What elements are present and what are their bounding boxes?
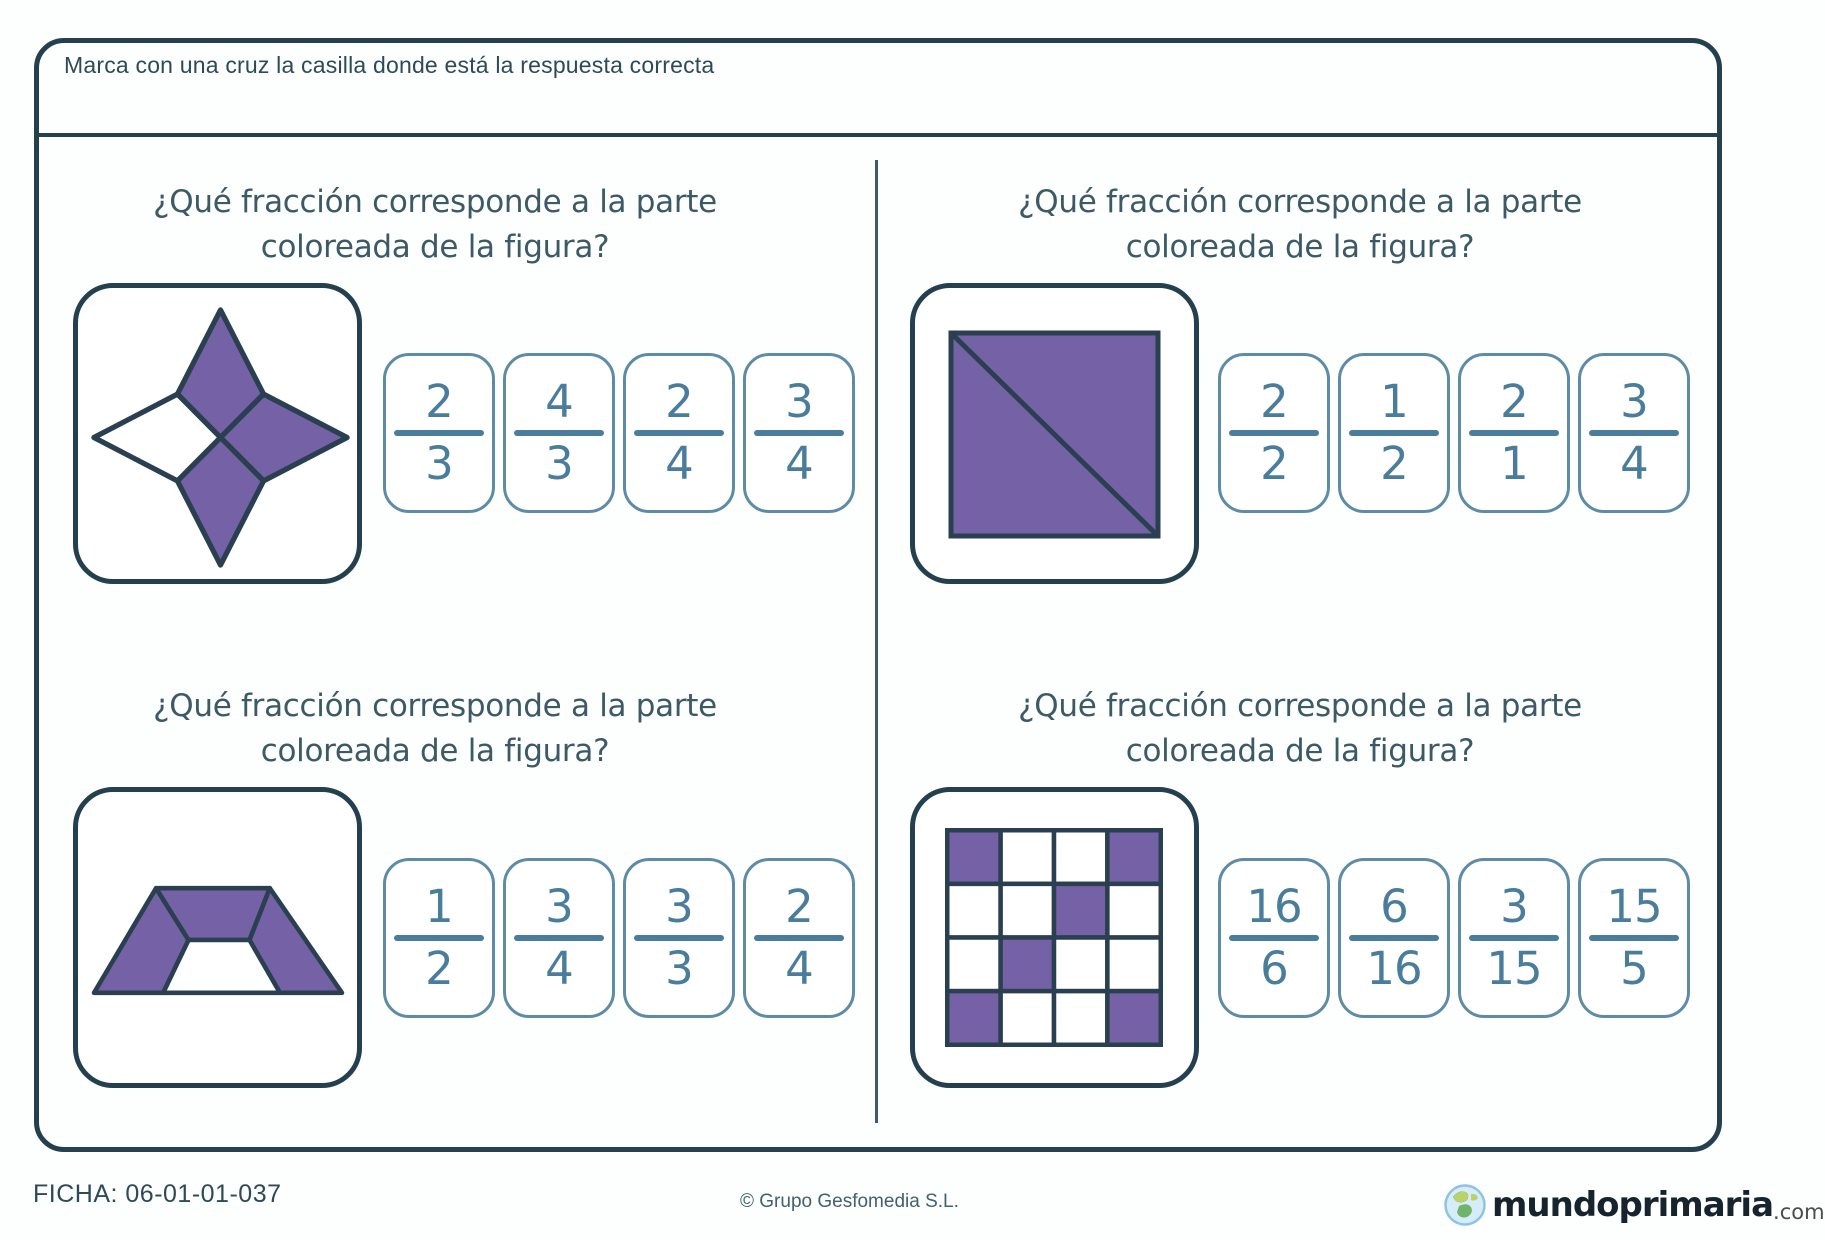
fraction-option-card[interactable] (1218, 353, 1330, 513)
fraction-option-card[interactable] (503, 353, 615, 513)
copyright-text: © Grupo Gesfomedia S.L. (740, 1191, 959, 1212)
fraction-option-card[interactable] (1458, 353, 1570, 513)
fraction-option-card[interactable] (1578, 858, 1690, 1018)
grid-cell-empty (947, 938, 1000, 992)
numerator: 2 (1500, 375, 1528, 428)
grid-cell-empty (1001, 991, 1054, 1045)
numerator: 1 (1380, 375, 1408, 428)
fraction-bar (1589, 935, 1679, 941)
fraction-option-card[interactable] (1218, 858, 1330, 1018)
denominator: 15 (1486, 942, 1542, 995)
fraction-bar (514, 935, 604, 941)
fraction-option-card[interactable] (623, 858, 735, 1018)
denominator: 5 (1620, 942, 1648, 995)
grid-cell-colored (1107, 830, 1160, 884)
numerator: 6 (1380, 880, 1408, 933)
numerator: 2 (665, 375, 693, 428)
question-4-title (915, 684, 1685, 774)
fraction-bar (514, 430, 604, 436)
denominator: 2 (425, 942, 453, 995)
fraction-option-card[interactable] (1578, 353, 1690, 513)
logo-suffix: .com (1773, 1200, 1825, 1224)
fraction-option-card[interactable] (383, 353, 495, 513)
question-title-line2: coloreada de la figura? (260, 229, 610, 265)
question-title-line2: coloreada de la figura? (1125, 733, 1475, 769)
instruction-text: Marca con una cruz la casilla donde está la respuesta correcta (64, 52, 715, 78)
numerator: 3 (1500, 880, 1528, 933)
denominator: 3 (425, 437, 453, 490)
denominator: 4 (785, 437, 813, 490)
fraction-option-card[interactable] (1338, 353, 1450, 513)
denominator: 3 (665, 942, 693, 995)
grid-cell-colored (947, 830, 1000, 884)
fraction-bar (634, 935, 724, 941)
denominator: 4 (665, 437, 693, 490)
denominator: 4 (1620, 437, 1648, 490)
denominator: 16 (1366, 942, 1422, 995)
grid-cell-empty (1001, 830, 1054, 884)
grid-cell-colored (1054, 884, 1107, 938)
figure-box-square (910, 283, 1199, 584)
question-title-line2: coloreada de la figura? (260, 733, 610, 769)
grid-cell-empty (947, 884, 1000, 938)
question-title-line1: ¿Qué fracción corresponde a la parte (1018, 688, 1582, 724)
fraction-bar (1349, 935, 1439, 941)
question-title-line1: ¿Qué fracción corresponde a la parte (153, 688, 717, 724)
mundoprimaria-logo[interactable] (1444, 1182, 1825, 1228)
numerator: 3 (785, 375, 813, 428)
column-divider (875, 160, 878, 1123)
options-question-3 (383, 858, 855, 1018)
question-3-title (60, 684, 810, 774)
denominator: 2 (1380, 437, 1408, 490)
fraction-option-card[interactable] (503, 858, 615, 1018)
fraction-bar (1349, 430, 1439, 436)
fraction-bar (1589, 430, 1679, 436)
denominator: 2 (1260, 437, 1288, 490)
fraction-option-card[interactable] (1338, 858, 1450, 1018)
question-title-line1: ¿Qué fracción corresponde a la parte (153, 184, 717, 220)
grid-cell-empty (1107, 938, 1160, 992)
trapezoid-frame-figure (92, 885, 344, 996)
options-question-2 (1218, 353, 1690, 513)
fraction-option-card[interactable] (743, 858, 855, 1018)
grid-cell-empty (1054, 830, 1107, 884)
fraction-bar (634, 430, 724, 436)
fraction-bar (1469, 430, 1559, 436)
fraction-bar (754, 935, 844, 941)
grid-cell-colored (1107, 991, 1160, 1045)
numerator: 2 (425, 375, 453, 428)
question-title-line1: ¿Qué fracción corresponde a la parte (1018, 184, 1582, 220)
question-2-title (915, 180, 1685, 270)
numerator: 4 (545, 375, 573, 428)
question-title-line2: coloreada de la figura? (1125, 229, 1475, 265)
fraction-bar (1229, 935, 1319, 941)
grid-cell-colored (1001, 938, 1054, 992)
grid-cell-colored (947, 991, 1000, 1045)
numerator: 3 (1620, 375, 1648, 428)
numerator: 3 (545, 880, 573, 933)
fraction-option-card[interactable] (623, 353, 735, 513)
denominator: 6 (1260, 942, 1288, 995)
grid-cell-empty (1001, 884, 1054, 938)
ficha-code: FICHA: 06-01-01-037 (33, 1180, 282, 1208)
figure-box-grid (910, 787, 1199, 1088)
numerator: 2 (1260, 375, 1288, 428)
figure-box-star (73, 283, 362, 584)
denominator: 3 (545, 437, 573, 490)
fraction-option-card[interactable] (743, 353, 855, 513)
fraction-bar (394, 430, 484, 436)
denominator: 4 (785, 942, 813, 995)
fraction-bar (1229, 430, 1319, 436)
numerator: 3 (665, 880, 693, 933)
denominator: 4 (545, 942, 573, 995)
globe-icon (1444, 1184, 1486, 1226)
numerator: 2 (785, 880, 813, 933)
square-with-diagonal-figure (948, 330, 1161, 539)
options-question-1 (383, 353, 855, 513)
figure-box-trapezoid (73, 787, 362, 1088)
grid-cell-empty (1054, 991, 1107, 1045)
header-divider (38, 133, 1718, 137)
grid-cell-empty (1054, 938, 1107, 992)
options-question-4 (1218, 858, 1690, 1018)
grid-cell-empty (1107, 884, 1160, 938)
question-1-title (60, 180, 810, 270)
four-point-star-figure (90, 306, 351, 569)
fraction-bar (394, 935, 484, 941)
fraction-bar (1469, 935, 1559, 941)
numerator: 1 (425, 880, 453, 933)
fraction-option-card[interactable] (383, 858, 495, 1018)
numerator: 16 (1246, 880, 1302, 933)
numerator: 15 (1606, 880, 1662, 933)
logo-text: mundoprimaria (1492, 1185, 1774, 1225)
fraction-bar (754, 430, 844, 436)
grid-4x4-figure (945, 828, 1163, 1047)
fraction-option-card[interactable] (1458, 858, 1570, 1018)
denominator: 1 (1500, 437, 1528, 490)
